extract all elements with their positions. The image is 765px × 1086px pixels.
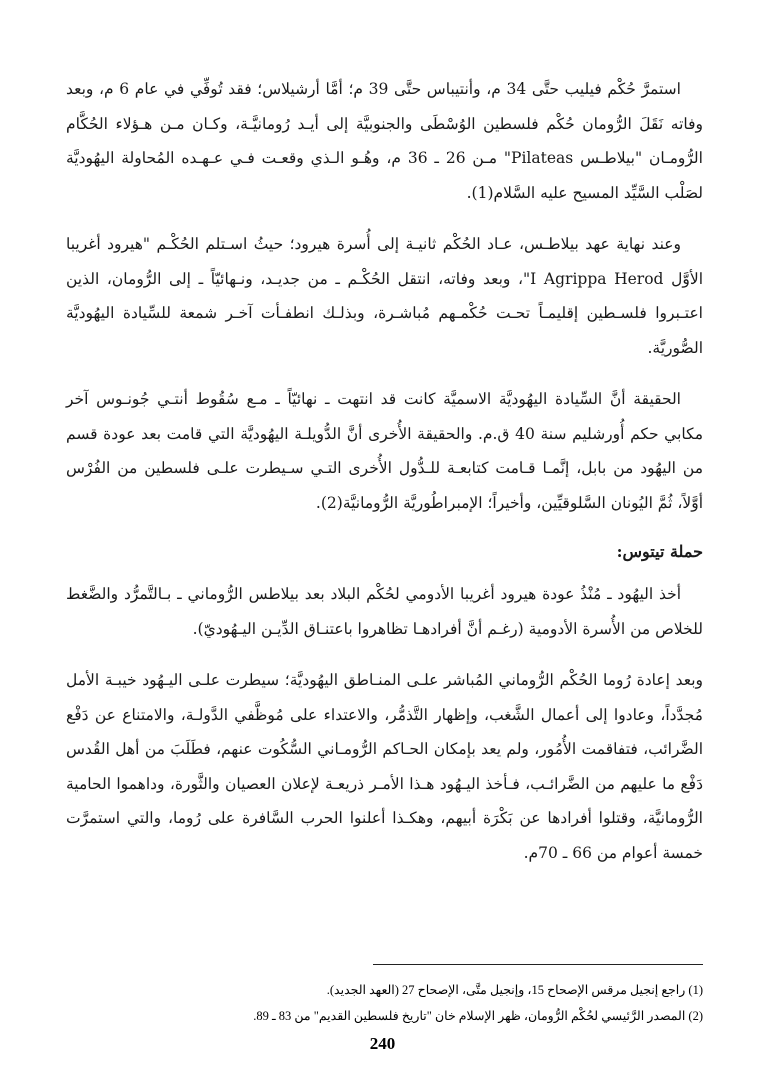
body-paragraph-1: استمرَّ حُكْم فيليب حتَّى 34 م، وأنتيباس حتَّى 39 م؛ أمَّا أرشيلاس؛ فقد تُوفِّي في عام 6 م، وبعد وفاته نَقَلَ الرُّومان حُكْم فلسطين الوُسْطَى والجنوبيَّة إلى أيـد رُومانيَّـة، وكـان مـن هـؤلاء الحُكَّام الرُّومـان "بيلاطـس Pilateas" مـن 26 ـ 36 م، وهُـو الـذي وقعـت فـي عـهـده المُحاولة اليهُوديَّة لصَلْب السَّيِّد المسيح عليه السَّلام(1). [66,80,703,202]
body-paragraph-5: وبعد إعادة رُوما الحُكْم الرُّوماني المُباشر علـى المنـاطق اليهُوديَّة؛ سيطرت علـى اليـهُود خيبـة الأمل مُجدَّداً، وعادوا إلى أعمال الشَّغب، وإظهار التَّذمُّر، والاعتداء على مُوظَّفي الدَّولـة، والامتناع عن دَفْع الضَّرائب، فتفاقمت الأُمُور، ولم يعد بإمكان الحـاكم الرُّومـاني السُّكُوت عنهم، فطَلَبَ من أهل القُدس دَفْع ما عليهم من الضَّرائـب، فـأخذ اليـهُود هـذا الأمـر ذريعـة لإعلان العصيان والثَّورة، وداهموا الحامية الرُّومانيَّة، وقتلوا أفرادها عن بَكْرَة أبيهم، وهكـذا أعلنوا الحرب السَّافرة على رُوما، والتي استمرَّت خمسة أعوام من 66 ـ 70م. [66,671,703,862]
footnote-divider [373,964,703,965]
body-paragraph-4: أخذ اليهُود ـ مُنْذُ عودة هيرود أغريبا الأدومي لحُكْم البلاد بعد بيلاطس الرُّوماني ـ بـالتَّمرُّد والضَّغط للخلاص من الأُسرة الأدومية (رغـم أنَّ أفرادهـا تظاهروا باعتنـاق الدِّيـن اليـهُوديّ). [66,585,703,638]
page-number: 240 [369,1034,396,1053]
footnotes [66,958,703,1029]
footnote-1: (1) راجع إنجيل مرقس الإصحاح 15، وإنجيل متَّى، الإصحاح 27 (العهد الجديد). [326,983,703,997]
body-paragraph-3: الحقيقة أنَّ السِّيادة اليهُوديَّة الاسميَّة كانت قد انتهت ـ نهائيّاً ـ مـع سُقُوط أنتـي جُونـوس آخر مكابي حكم أُورشليم سنة 40 ق.م. والحقيقة الأُخرى أنَّ الدُّويلـة اليهُوديَّة التي قامت بعد عودة قسم من اليهُود من بابل، إنَّمـا قـامت كتابعـة للـدُّول الأُخرى التـي سـيطرت علـى فلسطين من الفُرْس أوَّلاً، ثُمَّ اليُونان السَّلوقيِّين، وأخيراً؛ الإمبراطُوريَّة الرُّومانيَّة(2). [66,390,703,512]
footnote-2: (2) المصدر الرَّئيسي لحُكْم الرُّومان، ظهر الإسلام خان "تاريخ فلسطين القديم" من 83 ـ 89. [253,1009,703,1023]
body-paragraph-2: وعند نهاية عهد بيلاطـس، عـاد الحُكْم ثانيـة إلى أُسرة هيرود؛ حيثُ اسـتلم الحُكْـم "هيرود أغريبا الأوَّل I Agrippa Herod"، وبعد وفاته، انتقل الحُكْـم ـ من جديـد، ونـهائيّاً ـ إلى الرُّومان، الذين اعتـبروا فلسـطين إقليمـاً تحـت حُكْمـهم مُباشـرة، وبذلـك انطفـأت آخـر شمعة للسِّيادة اليهُوديَّة الصُّوريَّة. [66,235,704,357]
section-heading: حملة تيتوس: [616,542,703,561]
